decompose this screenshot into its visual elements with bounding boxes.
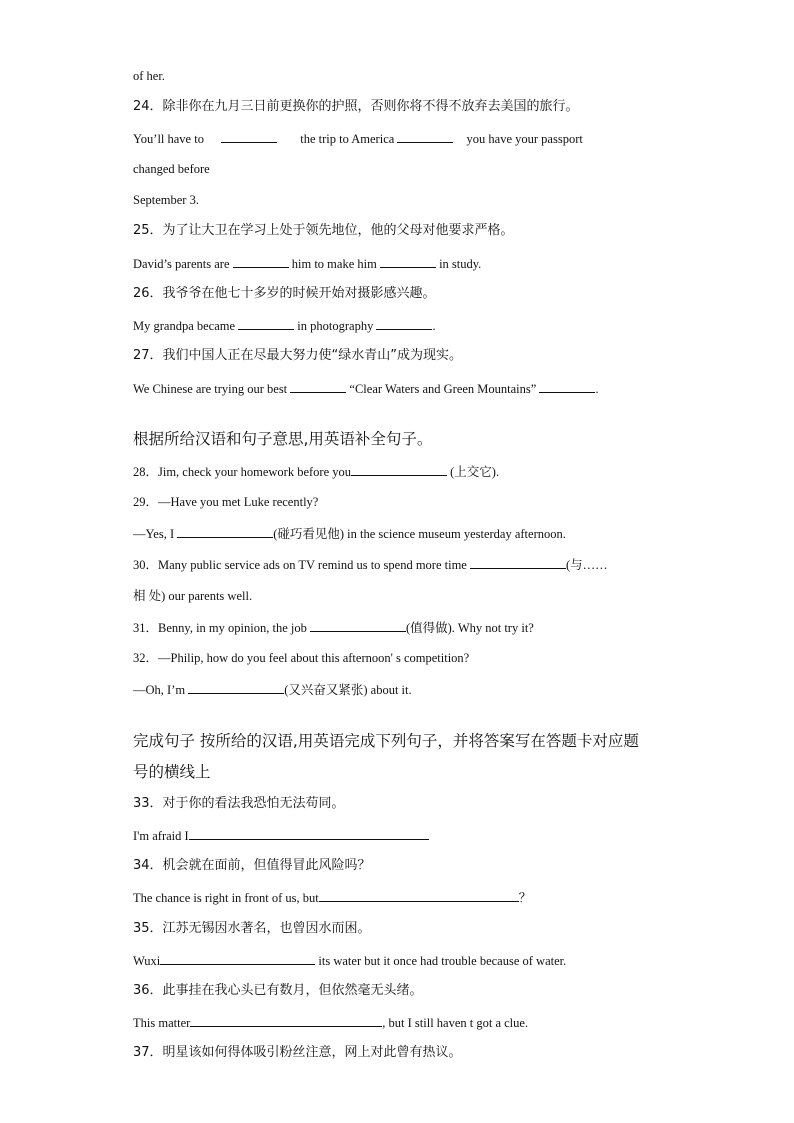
q27-text-c: . [595,382,599,396]
q35-blank[interactable] [160,952,315,965]
q28-blank[interactable] [351,463,447,476]
q34-text-b: ？ [518,891,532,905]
q24-blank-2[interactable] [397,130,453,143]
q25-blank-2[interactable] [380,255,436,268]
q26-text-a: My grandpa became [133,319,236,333]
q27-blank-1[interactable] [290,380,346,393]
q35-english [133,952,566,969]
q31 [133,619,534,636]
q28-text-b: (上交它). [450,465,500,479]
q26-text-b: in photography [297,319,374,333]
q32-blank[interactable] [188,681,284,694]
q36-chinese: 36．此事挂在我心头已有数月，但依然毫无头绪。 [133,983,423,998]
q29-line-2 [133,525,566,542]
q32-text-c: (又兴奋又紧张) about it. [284,683,412,697]
q36-english [133,1014,528,1031]
q28-text-a: 28．Jim, check your homework before you [133,465,351,479]
q30-text-a: 30．Many public service ads on TV remind us to spend more time [133,558,467,572]
q33-english [133,827,429,844]
q30-line-2: 相 处) our parents well. [133,589,253,603]
q26-blank-1[interactable] [238,317,294,330]
q35-chinese: 35．江苏无锡因水著名，也曾因水而困。 [133,921,371,936]
q24-blank-1[interactable] [221,130,277,143]
q31-text-a: 31．Benny, in my opinion, the job [133,621,307,635]
q37-chinese: 37．明星该如何得体吸引粉丝注意，网上对此曾有热议。 [133,1045,462,1060]
q32-line-2 [133,681,412,698]
q33-chinese: 33．对于你的看法我恐怕无法苟同。 [133,796,345,811]
q24-chinese: 24．除非你在九月三日前更换你的护照，否则你将不得不放弃去美国的旅行。 [133,99,579,114]
q31-blank[interactable] [310,619,406,632]
q25-english [133,255,481,272]
q32-text-b: —Oh, I’m [133,683,186,697]
q27-blank-2[interactable] [539,380,595,393]
q24-english-3: September 3. [133,193,199,207]
q25-text-b: him to make him [291,257,377,271]
q34-chinese: 34．机会就在面前，但值得冒此风险吗？ [133,858,371,873]
section3-heading-1: 完成句子 按所给的汉语,用英语完成下列句子，并将答案写在答题卡对应题 [133,732,639,750]
q25-chinese: 25．为了让大卫在学习上处于领先地位，他的父母对他要求严格。 [133,223,514,238]
q24-text-a: You’ll have to [133,132,204,146]
q36-text-b: , but I still haven t got a clue. [382,1016,529,1030]
q24-text-b: the trip to America [300,132,395,146]
q33-blank[interactable] [189,827,429,840]
q25-blank-1[interactable] [233,255,289,268]
q36-blank[interactable] [190,1014,382,1027]
q30-text-b: (与…… [565,558,608,572]
q27-text-a: We Chinese are trying our best [133,382,288,396]
q35-text-b: its water but it once had trouble because of water. [318,954,567,968]
q25-text-a: David’s parents are [133,257,230,271]
q24-english-2: changed before [133,162,210,176]
q34-english [133,889,531,906]
q25-text-c: in study. [439,257,482,271]
q29-text-c: (碰巧看见他) in the science museum yesterday afternoon. [273,527,566,541]
q26-english [133,317,436,334]
q23-tail: of her. [133,69,165,83]
q33-text-a: I'm afraid I [133,829,189,843]
q34-blank[interactable] [319,889,519,902]
q27-english [133,380,599,397]
q35-text-a: Wuxi [133,954,161,968]
q29-text-b: —Yes, I [133,527,175,541]
q26-text-c: . [432,319,436,333]
q24-english [133,130,583,147]
section2-heading: 根据所给汉语和句子意思,用英语补全句子。 [133,430,433,448]
q34-text-a: The chance is right in front of us, but [133,891,319,905]
q30-line-1 [133,556,608,573]
q28 [133,463,499,480]
q24-text-c: you have your passport [466,132,583,146]
section3-heading-2: 号的横线上 [133,763,211,781]
q29-blank[interactable] [177,525,273,538]
q32-line-1: 32．—Philip, how do you feel about this afternoon' s competition? [133,651,470,665]
q26-blank-2[interactable] [376,317,432,330]
q26-chinese: 26．我爷爷在他七十多岁的时候开始对摄影感兴趣。 [133,286,436,301]
q29-line-1: 29．—Have you met Luke recently? [133,495,319,509]
q30-blank[interactable] [470,556,566,569]
q27-chinese: 27．我们中国人正在尽最大努力使“绿水青山”成为现实。 [133,348,463,363]
q27-text-b: “Clear Waters and Green Mountains” [349,382,537,396]
q31-text-b: (值得做). Why not try it? [405,621,534,635]
q36-text-a: This matter [133,1016,191,1030]
